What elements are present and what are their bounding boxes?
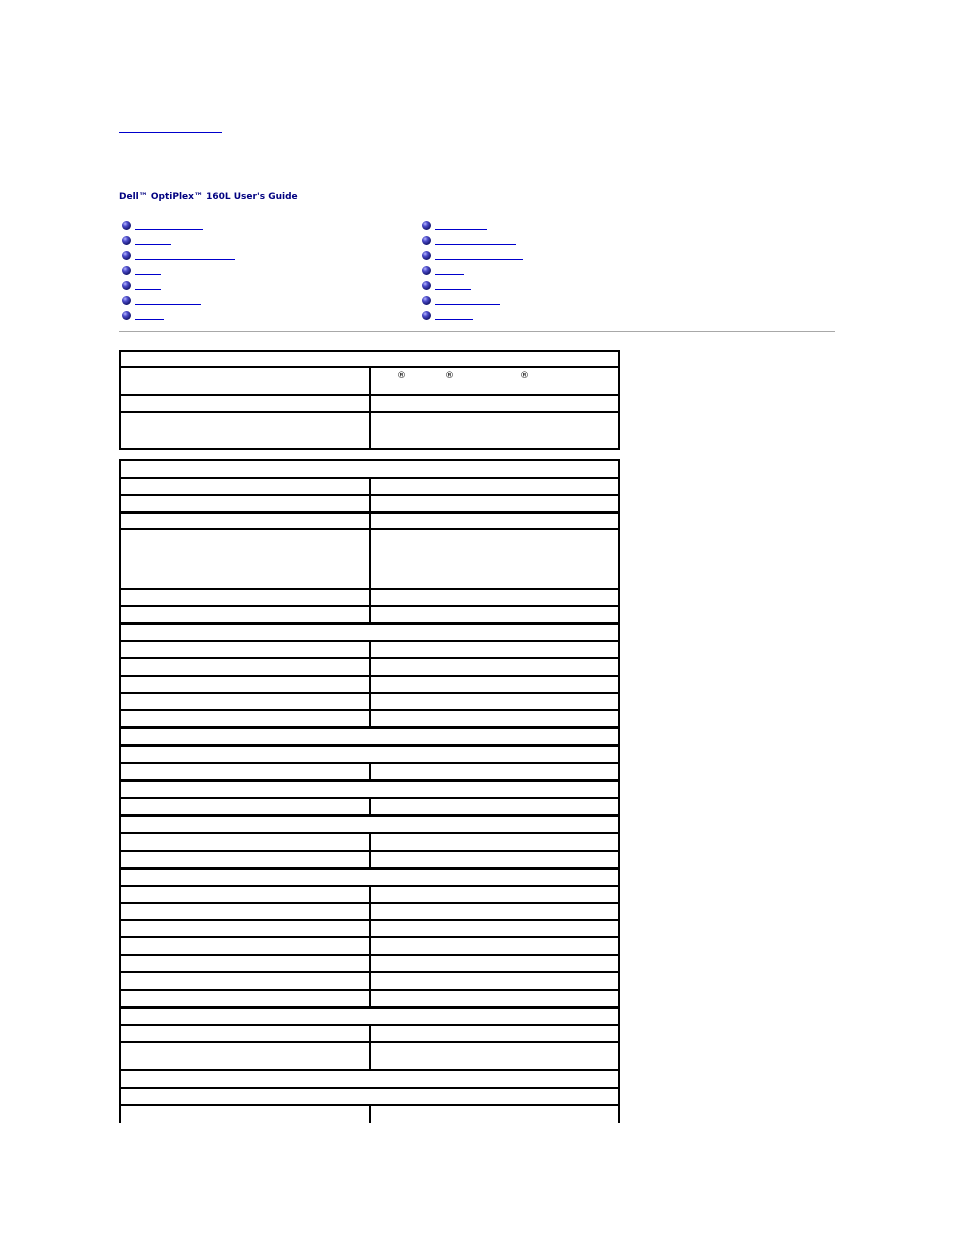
table-column-divider [369, 640, 371, 728]
toc-link-label [135, 259, 235, 260]
table-column-divider [369, 366, 371, 450]
table-border-right [618, 459, 620, 1123]
document-title: Dell™ OptiPlex™ 160L User's Guide [119, 192, 298, 202]
table-column-divider [369, 762, 371, 781]
toc-link-label [135, 319, 164, 320]
bullet-icon [122, 236, 131, 245]
toc-link-label [135, 304, 201, 305]
toc-link-right-2[interactable] [422, 235, 517, 247]
toc-link-left-2[interactable] [122, 235, 172, 247]
toc-link-left-6[interactable] [122, 295, 202, 307]
system-spec-table [119, 459, 620, 1123]
bullet-icon [422, 296, 431, 305]
toc-link-left-4[interactable] [122, 265, 162, 277]
table-border-left [119, 350, 121, 450]
toc-link-label [135, 274, 161, 275]
toc-link-label [435, 259, 523, 260]
toc-link-label [435, 244, 516, 245]
bullet-icon [122, 296, 131, 305]
toc-link-label [135, 289, 161, 290]
toc-link-left-3[interactable] [122, 250, 236, 262]
toc-link-right-1[interactable] [422, 220, 488, 232]
bullet-icon [422, 281, 431, 290]
toc-link-label [435, 229, 487, 230]
toc-link-right-7[interactable] [422, 310, 474, 322]
bullet-icon [122, 311, 131, 320]
toc-link-right-4[interactable] [422, 265, 465, 277]
bullet-icon [422, 221, 431, 230]
bullet-icon [122, 281, 131, 290]
back-to-contents-link[interactable] [119, 122, 222, 133]
toc-link-label [435, 289, 471, 290]
table-border-top [119, 459, 620, 461]
table-border-right [618, 350, 620, 450]
table-column-divider [369, 1024, 371, 1071]
table-column-divider [369, 477, 371, 624]
bullet-icon [422, 311, 431, 320]
section-divider-thick [119, 744, 620, 747]
toc-link-right-3[interactable] [422, 250, 524, 262]
table-column-divider [369, 797, 371, 816]
bullet-icon [122, 221, 131, 230]
toc-link-left-1[interactable] [122, 220, 204, 232]
table-row-divider [119, 1087, 620, 1089]
bullet-icon [422, 236, 431, 245]
toc-link-right-5[interactable] [422, 280, 472, 292]
section-divider [119, 331, 835, 332]
registered-mark: ® [397, 371, 406, 381]
table-border-left [119, 459, 121, 1123]
bullet-icon [122, 266, 131, 275]
registered-mark: ® [520, 371, 529, 381]
toc-link-label [435, 319, 473, 320]
table-column-divider [369, 832, 371, 869]
toc-link-label [135, 229, 203, 230]
toc-link-left-5[interactable] [122, 280, 162, 292]
toc-link-label [135, 244, 171, 245]
table-column-divider [369, 885, 371, 1008]
toc-link-left-7[interactable] [122, 310, 165, 322]
bullet-icon [122, 251, 131, 260]
table-column-divider [369, 1104, 371, 1123]
toc-link-label [435, 274, 464, 275]
toc-link-label [435, 304, 500, 305]
toc-link-right-6[interactable] [422, 295, 501, 307]
processor-spec-table [119, 350, 620, 450]
bullet-icon [422, 251, 431, 260]
registered-mark: ® [445, 371, 454, 381]
table-border-top [119, 350, 620, 352]
bullet-icon [422, 266, 431, 275]
